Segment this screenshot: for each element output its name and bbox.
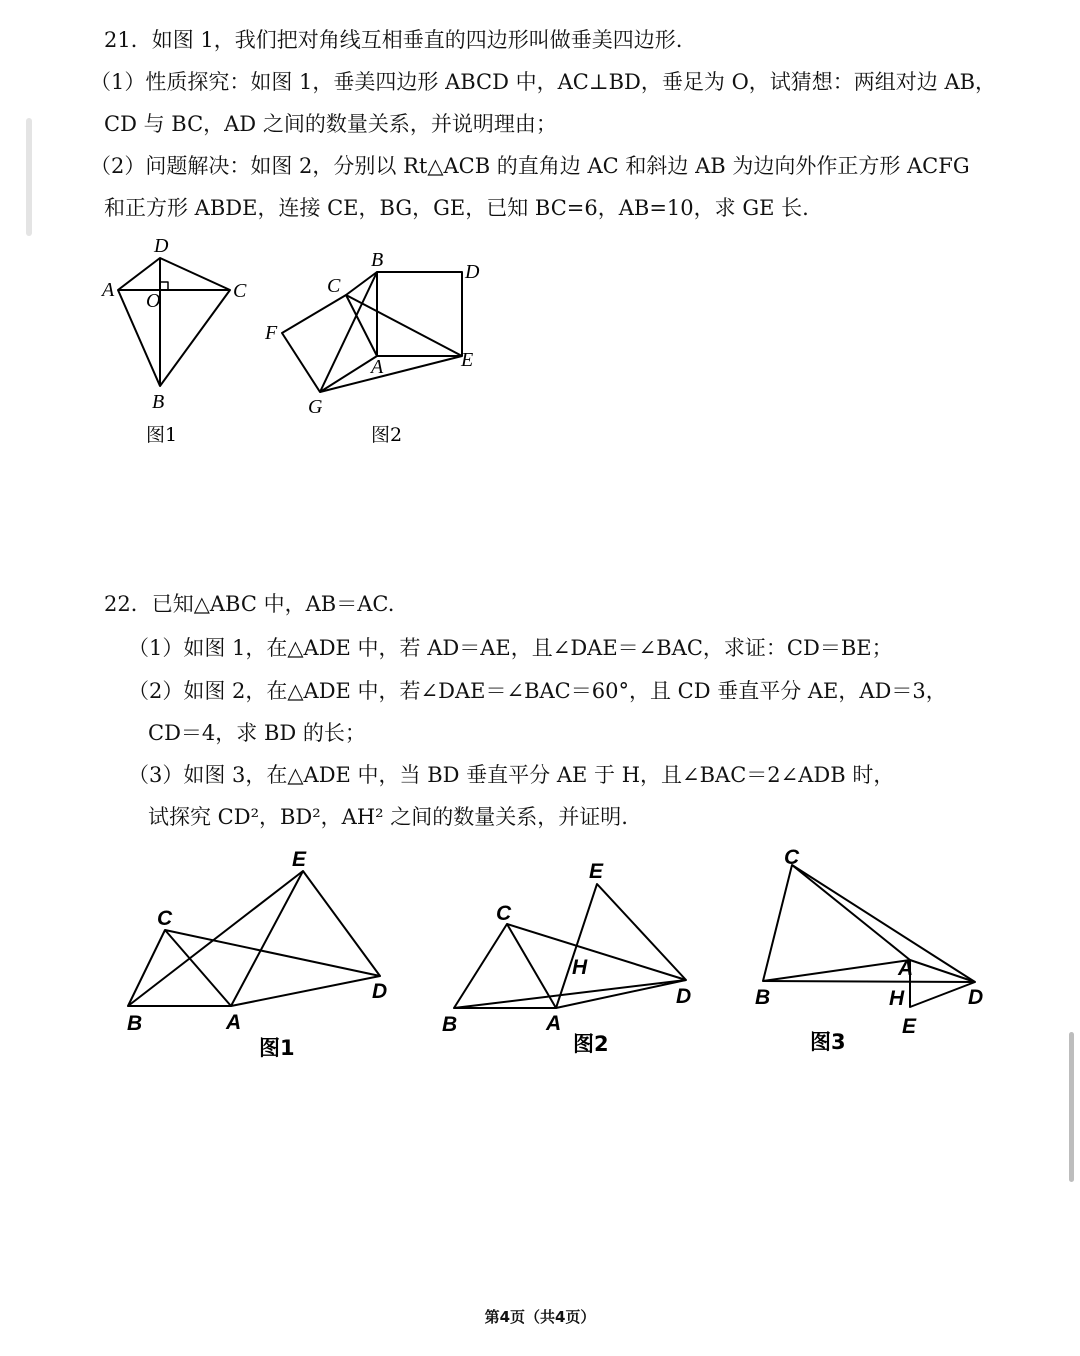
q22-fig1-label-c: C — [157, 907, 173, 930]
q22-fig1-label-a: A — [226, 1011, 242, 1034]
scrollbar-right[interactable] — [1069, 1032, 1074, 1182]
q21-figure-2 — [260, 245, 490, 445]
q21-fig2-label-a: A — [371, 356, 384, 378]
q22-part1-line: （1）如图 1，在△ADE 中，若 AD＝AE，且∠DAE＝∠BAC，求证：CD＝BE； — [128, 636, 893, 660]
q21-fig2-caption: 图2 — [371, 424, 403, 446]
q21-part1-line-a: （1）性质探究：如图 1，垂美四边形 ABCD 中，AC⊥BD，垂足为 O，试猜想：两组对边 AB， — [90, 70, 997, 94]
q22-number: 22． — [104, 592, 152, 616]
q22-fig1-label-b: B — [127, 1012, 143, 1035]
q21-figure-1 — [95, 232, 255, 446]
q22-fig3-caption: 图3 — [810, 1030, 846, 1054]
q21-number: 21． — [104, 28, 152, 52]
q21-intro: 如图 1，我们把对角线互相垂直的四边形叫做垂美四边形. — [151, 28, 683, 52]
q21-fig1-label-b: B — [152, 391, 165, 413]
q21-fig2-label-b: B — [371, 249, 384, 271]
q22-fig3-segment-bd — [763, 981, 975, 982]
q21-fig2-square-acfg — [282, 295, 377, 392]
q22-part2-line-a: （2）如图 2，在△ADE 中，若∠DAE＝∠BAC＝60°，且 CD 垂直平分 AE，AD＝3， — [128, 679, 947, 703]
q22-fig2-label-a: A — [546, 1012, 562, 1035]
q22-figure-3 — [745, 835, 995, 1055]
page-footer: 第4页（共4页） — [484, 1308, 596, 1326]
q21-fig1-label-a: A — [102, 279, 115, 301]
q21-fig2-label-f: F — [265, 322, 278, 344]
q22-intro: 已知△ABC 中，AB＝AC. — [151, 592, 395, 616]
q22-fig3-label-c: C — [784, 846, 800, 869]
q22-fig3-triangle-abc — [763, 865, 910, 981]
q22-fig2-segment-bd — [454, 980, 686, 1008]
q22-fig3-label-e: E — [902, 1015, 917, 1038]
scrollbar-left[interactable] — [26, 118, 32, 236]
q22-fig1-segment-be — [128, 871, 303, 1006]
q22-fig1-triangle-ade — [231, 871, 380, 1006]
q21-fig2-label-d: D — [465, 261, 480, 283]
q22-part3-line-a: （3）如图 3，在△ADE 中，当 BD 垂直平分 AE 于 H，且∠BAC＝2∠ADB 时， — [128, 763, 895, 787]
q21-part2-line-b: 和正方形 ABDE，连接 CE，BG，GE，已知 BC=6，AB=10，求 GE 长. — [104, 196, 809, 220]
q22-fig2-label-e: E — [589, 860, 604, 883]
q22-fig3-label-h: H — [889, 987, 905, 1010]
q21-fig1-right-angle-mark — [160, 282, 168, 290]
q22-fig2-label-d: D — [676, 985, 692, 1008]
q22-fig3-label-d: D — [968, 986, 984, 1009]
q22-intro-line — [104, 590, 394, 618]
q22-fig2-label-h: H — [572, 956, 588, 979]
q21-part2-line-a: （2）问题解决：如图 2，分别以 Rt△ACB 的直角边 AC 和斜边 AB 为边向外作正方形 ACFG — [90, 154, 970, 178]
q22-fig3-triangle-ade — [910, 960, 975, 1007]
q21-fig1-label-o: O — [146, 290, 161, 312]
q22-fig1-label-e: E — [292, 848, 307, 871]
q21-intro-line — [104, 26, 682, 54]
q22-figure-2 — [435, 840, 715, 1060]
q21-fig2-label-e: E — [461, 349, 474, 371]
q22-fig3-label-a: A — [898, 957, 914, 980]
q21-fig1-label-c: C — [233, 280, 247, 302]
q21-fig1-label-d: D — [154, 235, 169, 257]
q22-fig2-caption: 图2 — [573, 1032, 609, 1056]
q22-fig2-triangle-abc — [454, 924, 556, 1008]
q22-fig2-label-c: C — [496, 902, 512, 925]
q22-figure-1 — [115, 840, 415, 1060]
q21-fig2-label-g: G — [308, 396, 323, 418]
q21-fig2-label-c: C — [327, 275, 341, 297]
q21-fig2-segment-ge — [320, 356, 462, 392]
q22-fig2-label-b: B — [442, 1013, 458, 1036]
q21-fig2-square-abde — [377, 272, 462, 356]
q21-fig2-segment-ce — [346, 295, 462, 356]
q22-fig3-label-b: B — [755, 986, 771, 1009]
q21-part1-line-b: CD 与 BC，AD 之间的数量关系，并说明理由； — [104, 112, 557, 136]
q22-fig1-label-d: D — [372, 980, 388, 1003]
q21-fig1-caption: 图1 — [146, 424, 178, 446]
q22-fig1-caption: 图1 — [259, 1036, 295, 1060]
q22-part2-line-b: CD＝4，求 BD 的长； — [148, 721, 366, 745]
q21-fig1-quadrilateral — [118, 258, 230, 386]
q22-part3-line-b: 试探究 CD²，BD²，AH² 之间的数量关系，并证明. — [148, 805, 628, 829]
